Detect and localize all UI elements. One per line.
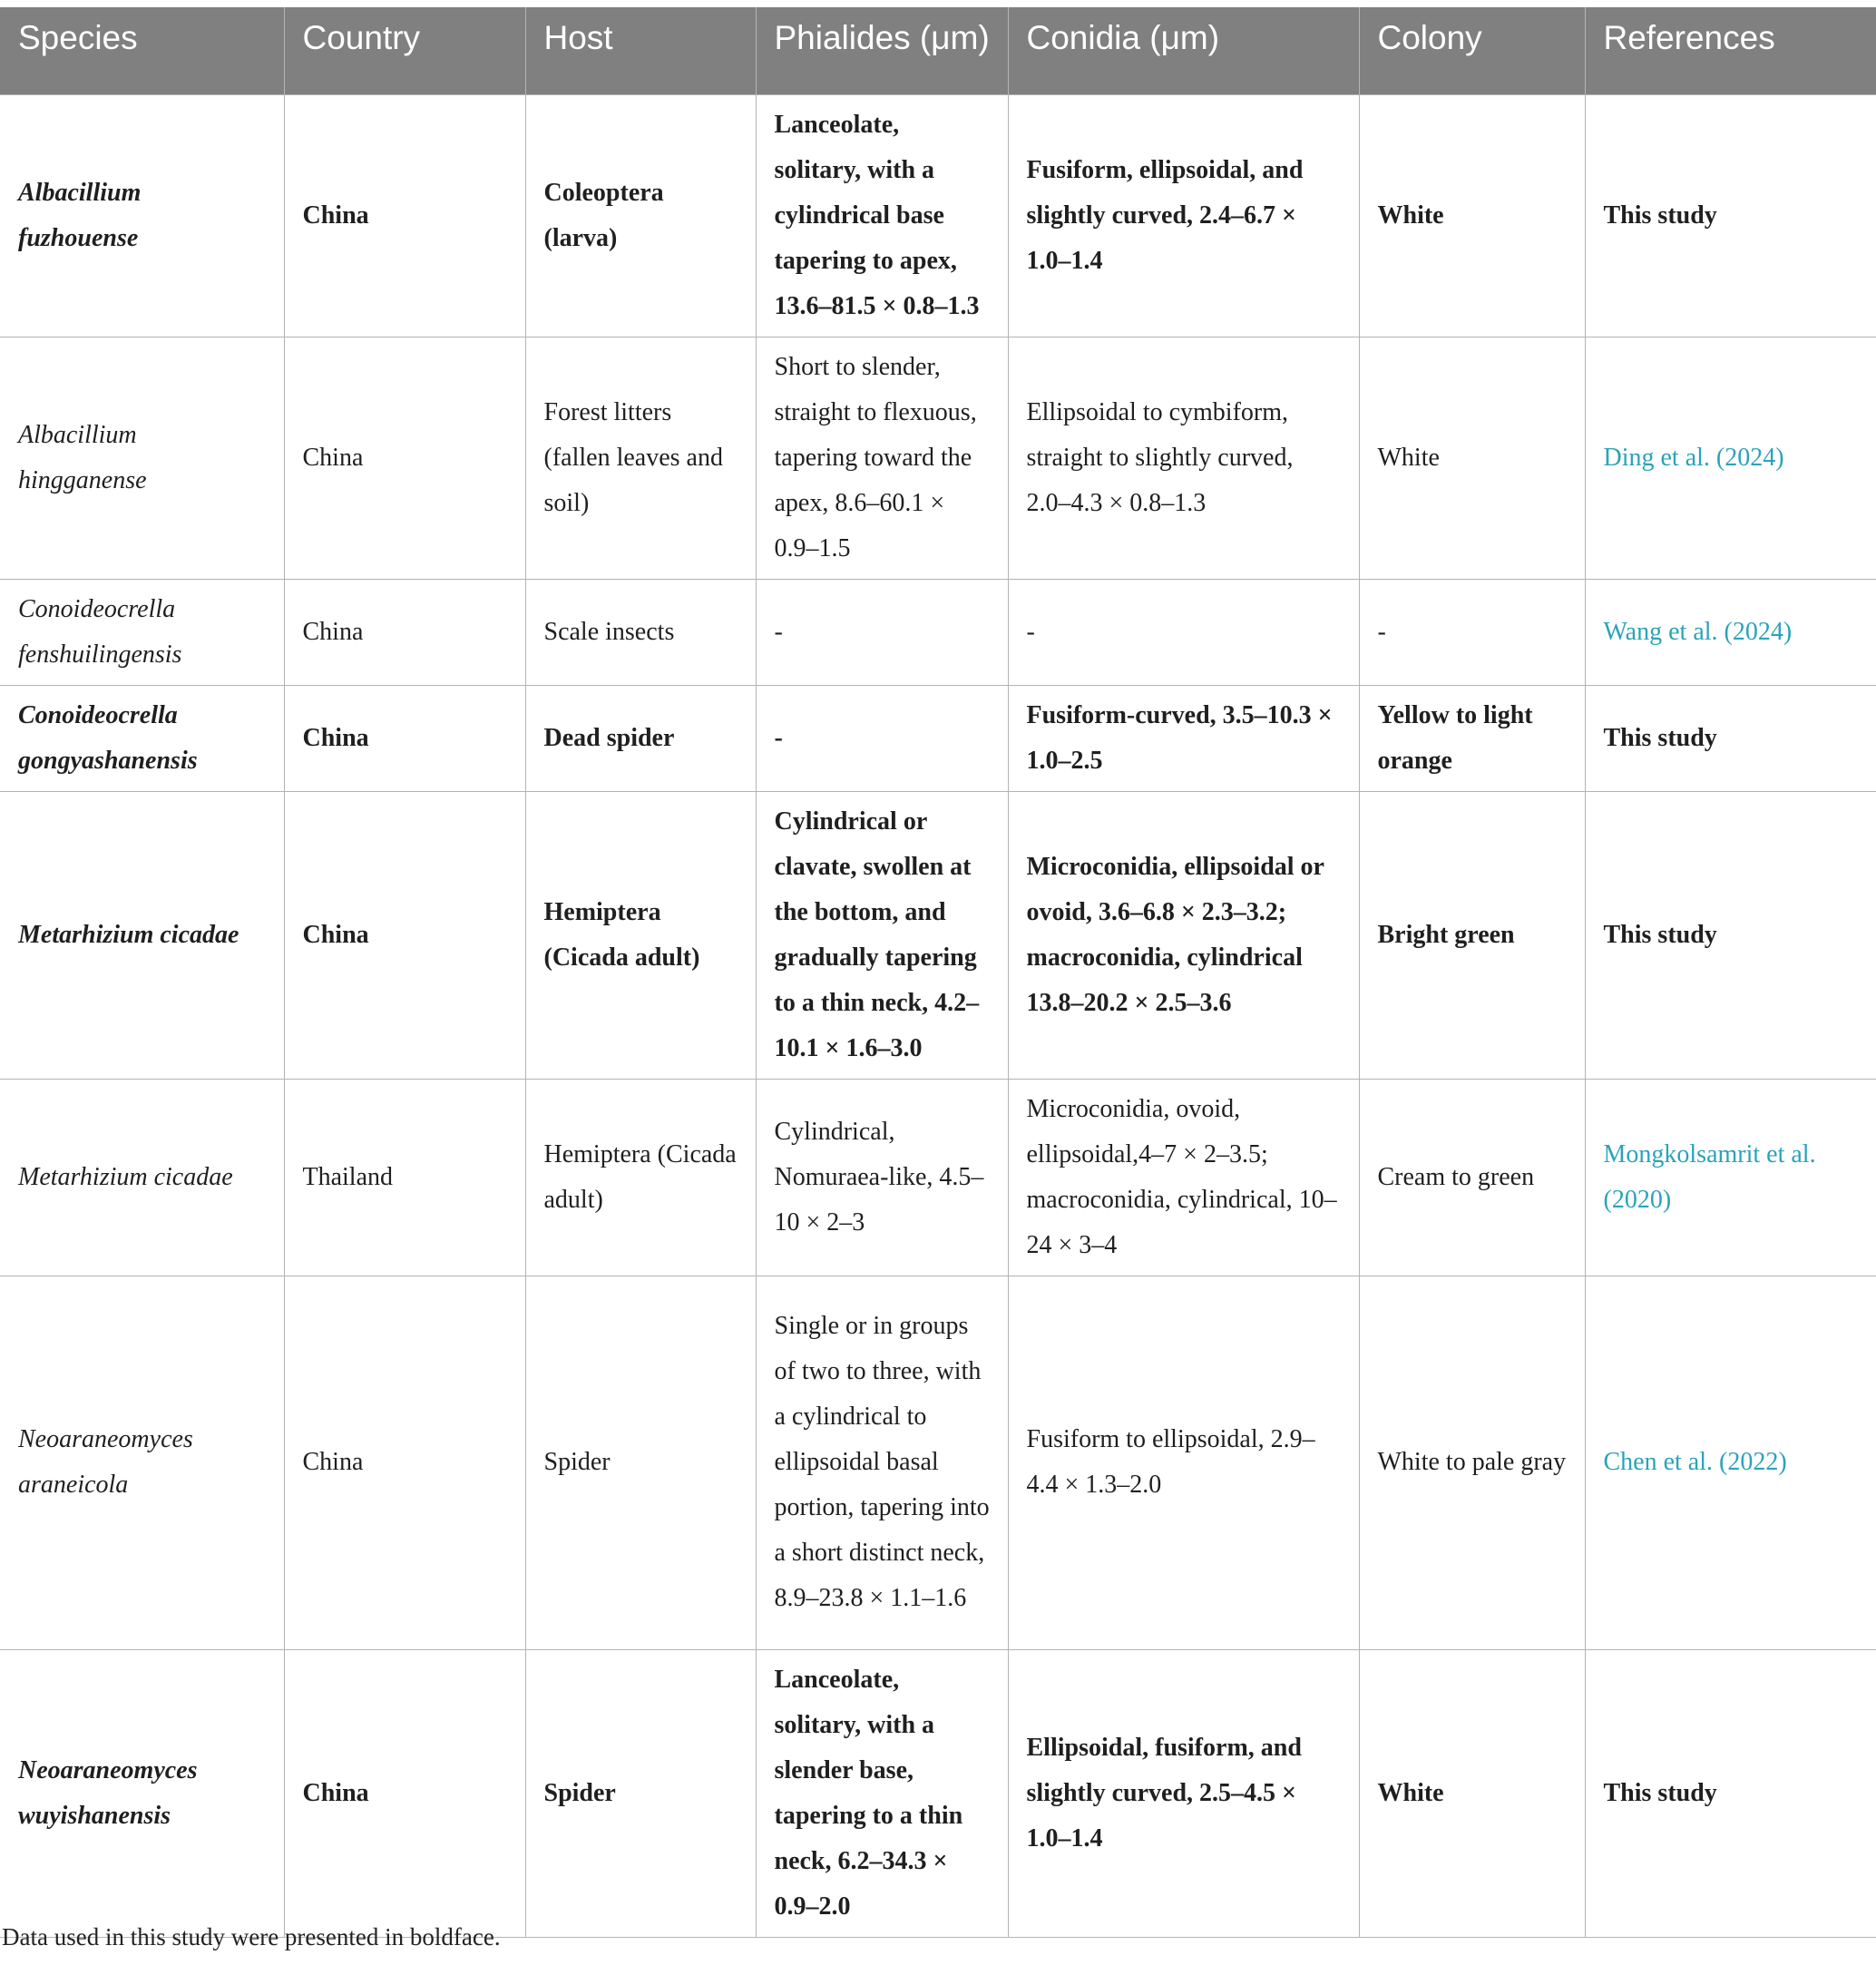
reference-link[interactable]: Mongkolsamrit et al. (2020) <box>1585 1079 1876 1276</box>
reference-link[interactable]: Chen et al. (2022) <box>1585 1276 1876 1649</box>
country-cell: China <box>284 791 525 1079</box>
header-country: Country <box>284 7 525 94</box>
header-conidia: Conidia (μm) <box>1008 7 1359 94</box>
conidia-cell: Microconidia, ellipsoidal or ovoid, 3.6–6.8 × 2.3–3.2; macroconidia, cylindrical 13.8–20.2 × 2.5–3.6 <box>1008 791 1359 1079</box>
table-row <box>0 337 1876 579</box>
host-cell: Hemiptera (Cicada adult) <box>525 1079 756 1276</box>
reference-cell: This study <box>1585 94 1876 337</box>
table-row <box>0 1079 1876 1276</box>
phialides-cell: - <box>756 579 1008 685</box>
species-comparison-table-wrapper <box>0 7 1876 1938</box>
country-cell: China <box>284 579 525 685</box>
header-phialides: Phialides (μm) <box>756 7 1008 94</box>
phialides-cell: Cylindrical, Nomuraea-like, 4.5–10 × 2–3 <box>756 1079 1008 1276</box>
host-cell: Spider <box>525 1276 756 1649</box>
phialides-cell: Cylindrical or clavate, swollen at the bottom, and gradually tapering to a thin neck, 4.2–10.1 × 1.6–3.0 <box>756 791 1008 1079</box>
header-references: References <box>1585 7 1876 94</box>
header-species: Species <box>0 7 284 94</box>
country-cell: China <box>284 685 525 791</box>
host-cell: Spider <box>525 1649 756 1937</box>
species-comparison-table <box>0 7 1876 1938</box>
phialides-cell: Short to slender, straight to flexuous, tapering toward the apex, 8.6–60.1 × 0.9–1.5 <box>756 337 1008 579</box>
colony-cell: Cream to green <box>1359 1079 1585 1276</box>
colony-cell: White <box>1359 1649 1585 1937</box>
table-row <box>0 1276 1876 1649</box>
species-cell: Metarhizium cicadae <box>0 791 284 1079</box>
conidia-cell: - <box>1008 579 1359 685</box>
conidia-cell: Fusiform, ellipsoidal, and slightly curved, 2.4–6.7 × 1.0–1.4 <box>1008 94 1359 337</box>
species-cell: Neoaraneomyces wuyishanensis <box>0 1649 284 1937</box>
reference-link[interactable]: Wang et al. (2024) <box>1585 579 1876 685</box>
header-row <box>0 7 1876 94</box>
country-cell: China <box>284 1276 525 1649</box>
colony-cell: White to pale gray <box>1359 1276 1585 1649</box>
species-cell: Metarhizium cicadae <box>0 1079 284 1276</box>
species-cell: Conoideocrella fenshuilingensis <box>0 579 284 685</box>
colony-cell: White <box>1359 337 1585 579</box>
table-row <box>0 685 1876 791</box>
table-row <box>0 1649 1876 1937</box>
table-row <box>0 94 1876 337</box>
table-header <box>0 7 1876 94</box>
country-cell: Thailand <box>284 1079 525 1276</box>
host-cell: Hemiptera (Cicada adult) <box>525 791 756 1079</box>
colony-cell: White <box>1359 94 1585 337</box>
colony-cell: - <box>1359 579 1585 685</box>
host-cell: Scale insects <box>525 579 756 685</box>
reference-cell: This study <box>1585 791 1876 1079</box>
conidia-cell: Ellipsoidal, fusiform, and slightly curved, 2.5–4.5 × 1.0–1.4 <box>1008 1649 1359 1937</box>
country-cell: China <box>284 1649 525 1937</box>
phialides-cell: Single or in groups of two to three, with a cylindrical to ellipsoidal basal portion, tapering into a short distinct neck, 8.9–23.8 × 1.1–1.6 <box>756 1276 1008 1649</box>
header-colony: Colony <box>1359 7 1585 94</box>
reference-link[interactable]: Ding et al. (2024) <box>1585 337 1876 579</box>
header-host: Host <box>525 7 756 94</box>
table-body <box>0 94 1876 1937</box>
species-cell: Albacillium hingganense <box>0 337 284 579</box>
table-row <box>0 579 1876 685</box>
reference-cell: This study <box>1585 685 1876 791</box>
species-cell: Albacillium fuzhouense <box>0 94 284 337</box>
table-footnote: Data used in this study were presented in boldface. <box>2 1923 501 1950</box>
phialides-cell: Lanceolate, solitary, with a slender base, tapering to a thin neck, 6.2–34.3 × 0.9–2.0 <box>756 1649 1008 1937</box>
species-cell: Conoideocrella gongyashanensis <box>0 685 284 791</box>
phialides-cell: Lanceolate, solitary, with a cylindrical base tapering to apex, 13.6–81.5 × 0.8–1.3 <box>756 94 1008 337</box>
conidia-cell: Fusiform to ellipsoidal, 2.9–4.4 × 1.3–2.0 <box>1008 1276 1359 1649</box>
table-row <box>0 791 1876 1079</box>
phialides-cell: - <box>756 685 1008 791</box>
host-cell: Forest litters (fallen leaves and soil) <box>525 337 756 579</box>
host-cell: Coleoptera (larva) <box>525 94 756 337</box>
conidia-cell: Fusiform-curved, 3.5–10.3 × 1.0–2.5 <box>1008 685 1359 791</box>
reference-cell: This study <box>1585 1649 1876 1937</box>
conidia-cell: Microconidia, ovoid, ellipsoidal,4–7 × 2–3.5; macroconidia, cylindrical, 10–24 × 3–4 <box>1008 1079 1359 1276</box>
colony-cell: Bright green <box>1359 791 1585 1079</box>
country-cell: China <box>284 94 525 337</box>
colony-cell: Yellow to light orange <box>1359 685 1585 791</box>
species-cell: Neoaraneomyces araneicola <box>0 1276 284 1649</box>
country-cell: China <box>284 337 525 579</box>
host-cell: Dead spider <box>525 685 756 791</box>
conidia-cell: Ellipsoidal to cymbiform, straight to slightly curved, 2.0–4.3 × 0.8–1.3 <box>1008 337 1359 579</box>
